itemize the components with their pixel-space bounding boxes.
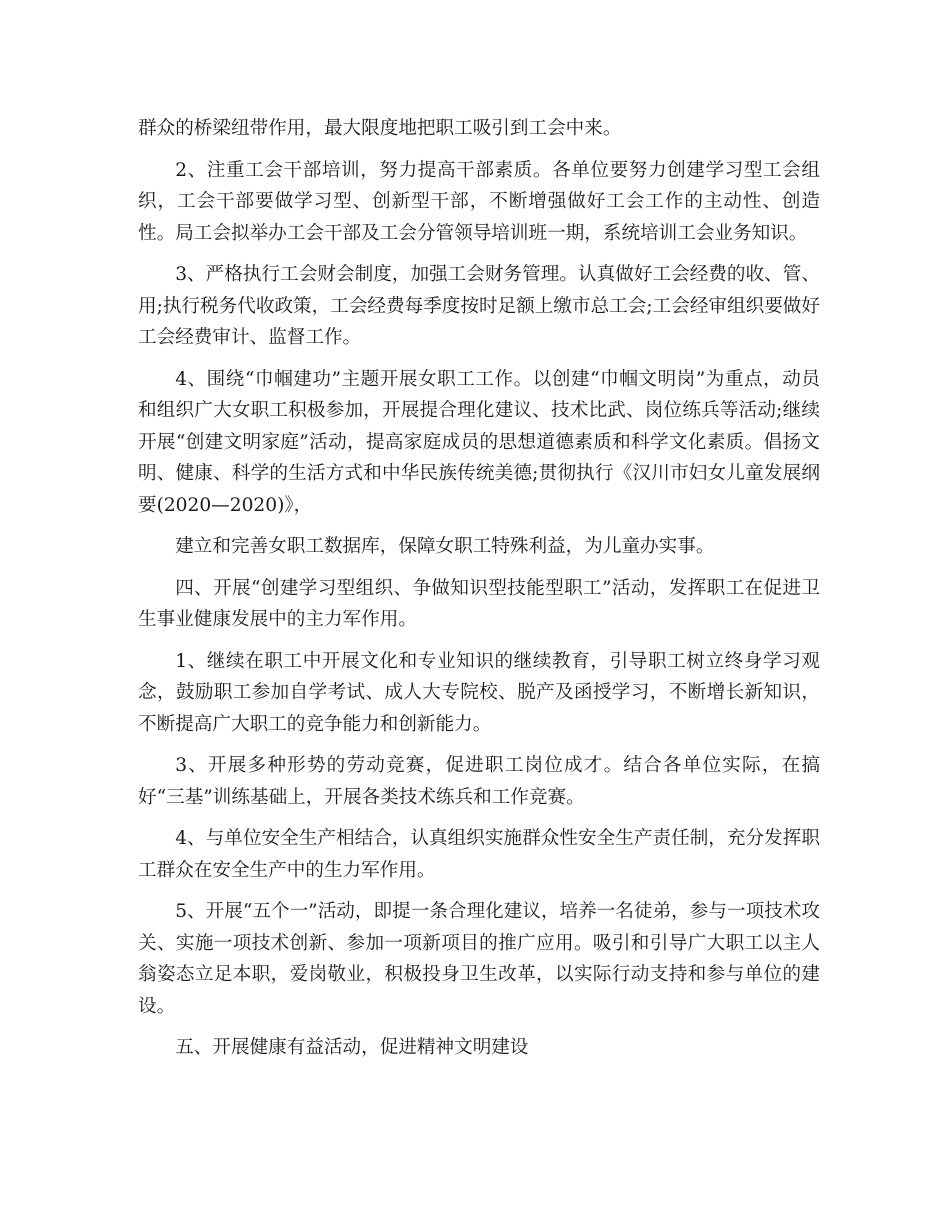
paragraph: 2、注重工会干部培训，努力提高干部素质。各单位要努力创建学习型工会组织，工会干部要做学习型、创新型干部，不断增强做好工会工作的主动性、创造性。局工会拟举办工会干部及工会分管领导培训班一期，系统培训工会业务知识。 <box>138 159 820 244</box>
paragraph: 建立和完善女职工数据库，保障女职工特殊利益，为儿童办实事。 <box>175 536 715 557</box>
section-heading: 四、开展“创建学习型组织、争做知识型技能型职工”活动，发挥职工在促进卫生事业健康发展中的主力军作用。 <box>138 577 820 630</box>
paragraph: 群众的桥梁纽带作用，最大限度地把职工吸引到工会中来。 <box>138 118 622 139</box>
paragraph: 3、严格执行工会财会制度，加强工会财务管理。认真做好工会经费的收、管、用;执行税务代收政策，工会经费每季度按时足额上缴市总工会;工会经审组织要做好工会经费审计、监督工作。 <box>138 264 820 348</box>
paragraph: 5、开展“五个一”活动，即提一条合理化建议，培养一名徒弟，参与一项技术攻关、实施一项技术创新、参加一项新项目的推广应用。吸引和引导广大职工以主人翁姿态立足本职，爱岗敬业，积极投身卫生改革，以实际行动支持和参与单位的建设。 <box>138 901 820 1017</box>
paragraph: 1、继续在职工中开展文化和专业知识的继续教育，引导职工树立终身学习观念，鼓励职工参加自学考试、成人大专院校、脱产及函授学习，不断增长新知识，不断提高广大职工的竞争能力和创新能力。 <box>138 650 820 735</box>
paragraph: 3、开展多种形势的劳动竞赛，促进职工岗位成才。结合各单位实际，在搞好“三基”训练基础上，开展各类技术练兵和工作竞赛。 <box>138 755 820 808</box>
paragraph: 4、围绕“巾帼建功”主题开展女职工工作。以创建“巾帼文明岗”为重点，动员和组织广大女职工积极参加，开展提合理化建议、技术比武、岗位练兵等活动;继续开展“创建文明家庭”活动，提高家庭成员的思想道德素质和科学文化素质。倡扬文明、健康、科学的生活方式和中华民族传统美德;贯彻执行《汉川市妇女儿童发展纲要(2020—2020)》， <box>138 368 820 516</box>
section-heading: 五、开展健康有益活动，促进精神文明建设 <box>175 1037 529 1058</box>
paragraph: 4、与单位安全生产相结合，认真组织实施群众性安全生产责任制，充分发挥职工群众在安全生产中的生力军作用。 <box>138 828 820 881</box>
document-body <box>138 113 820 1074</box>
